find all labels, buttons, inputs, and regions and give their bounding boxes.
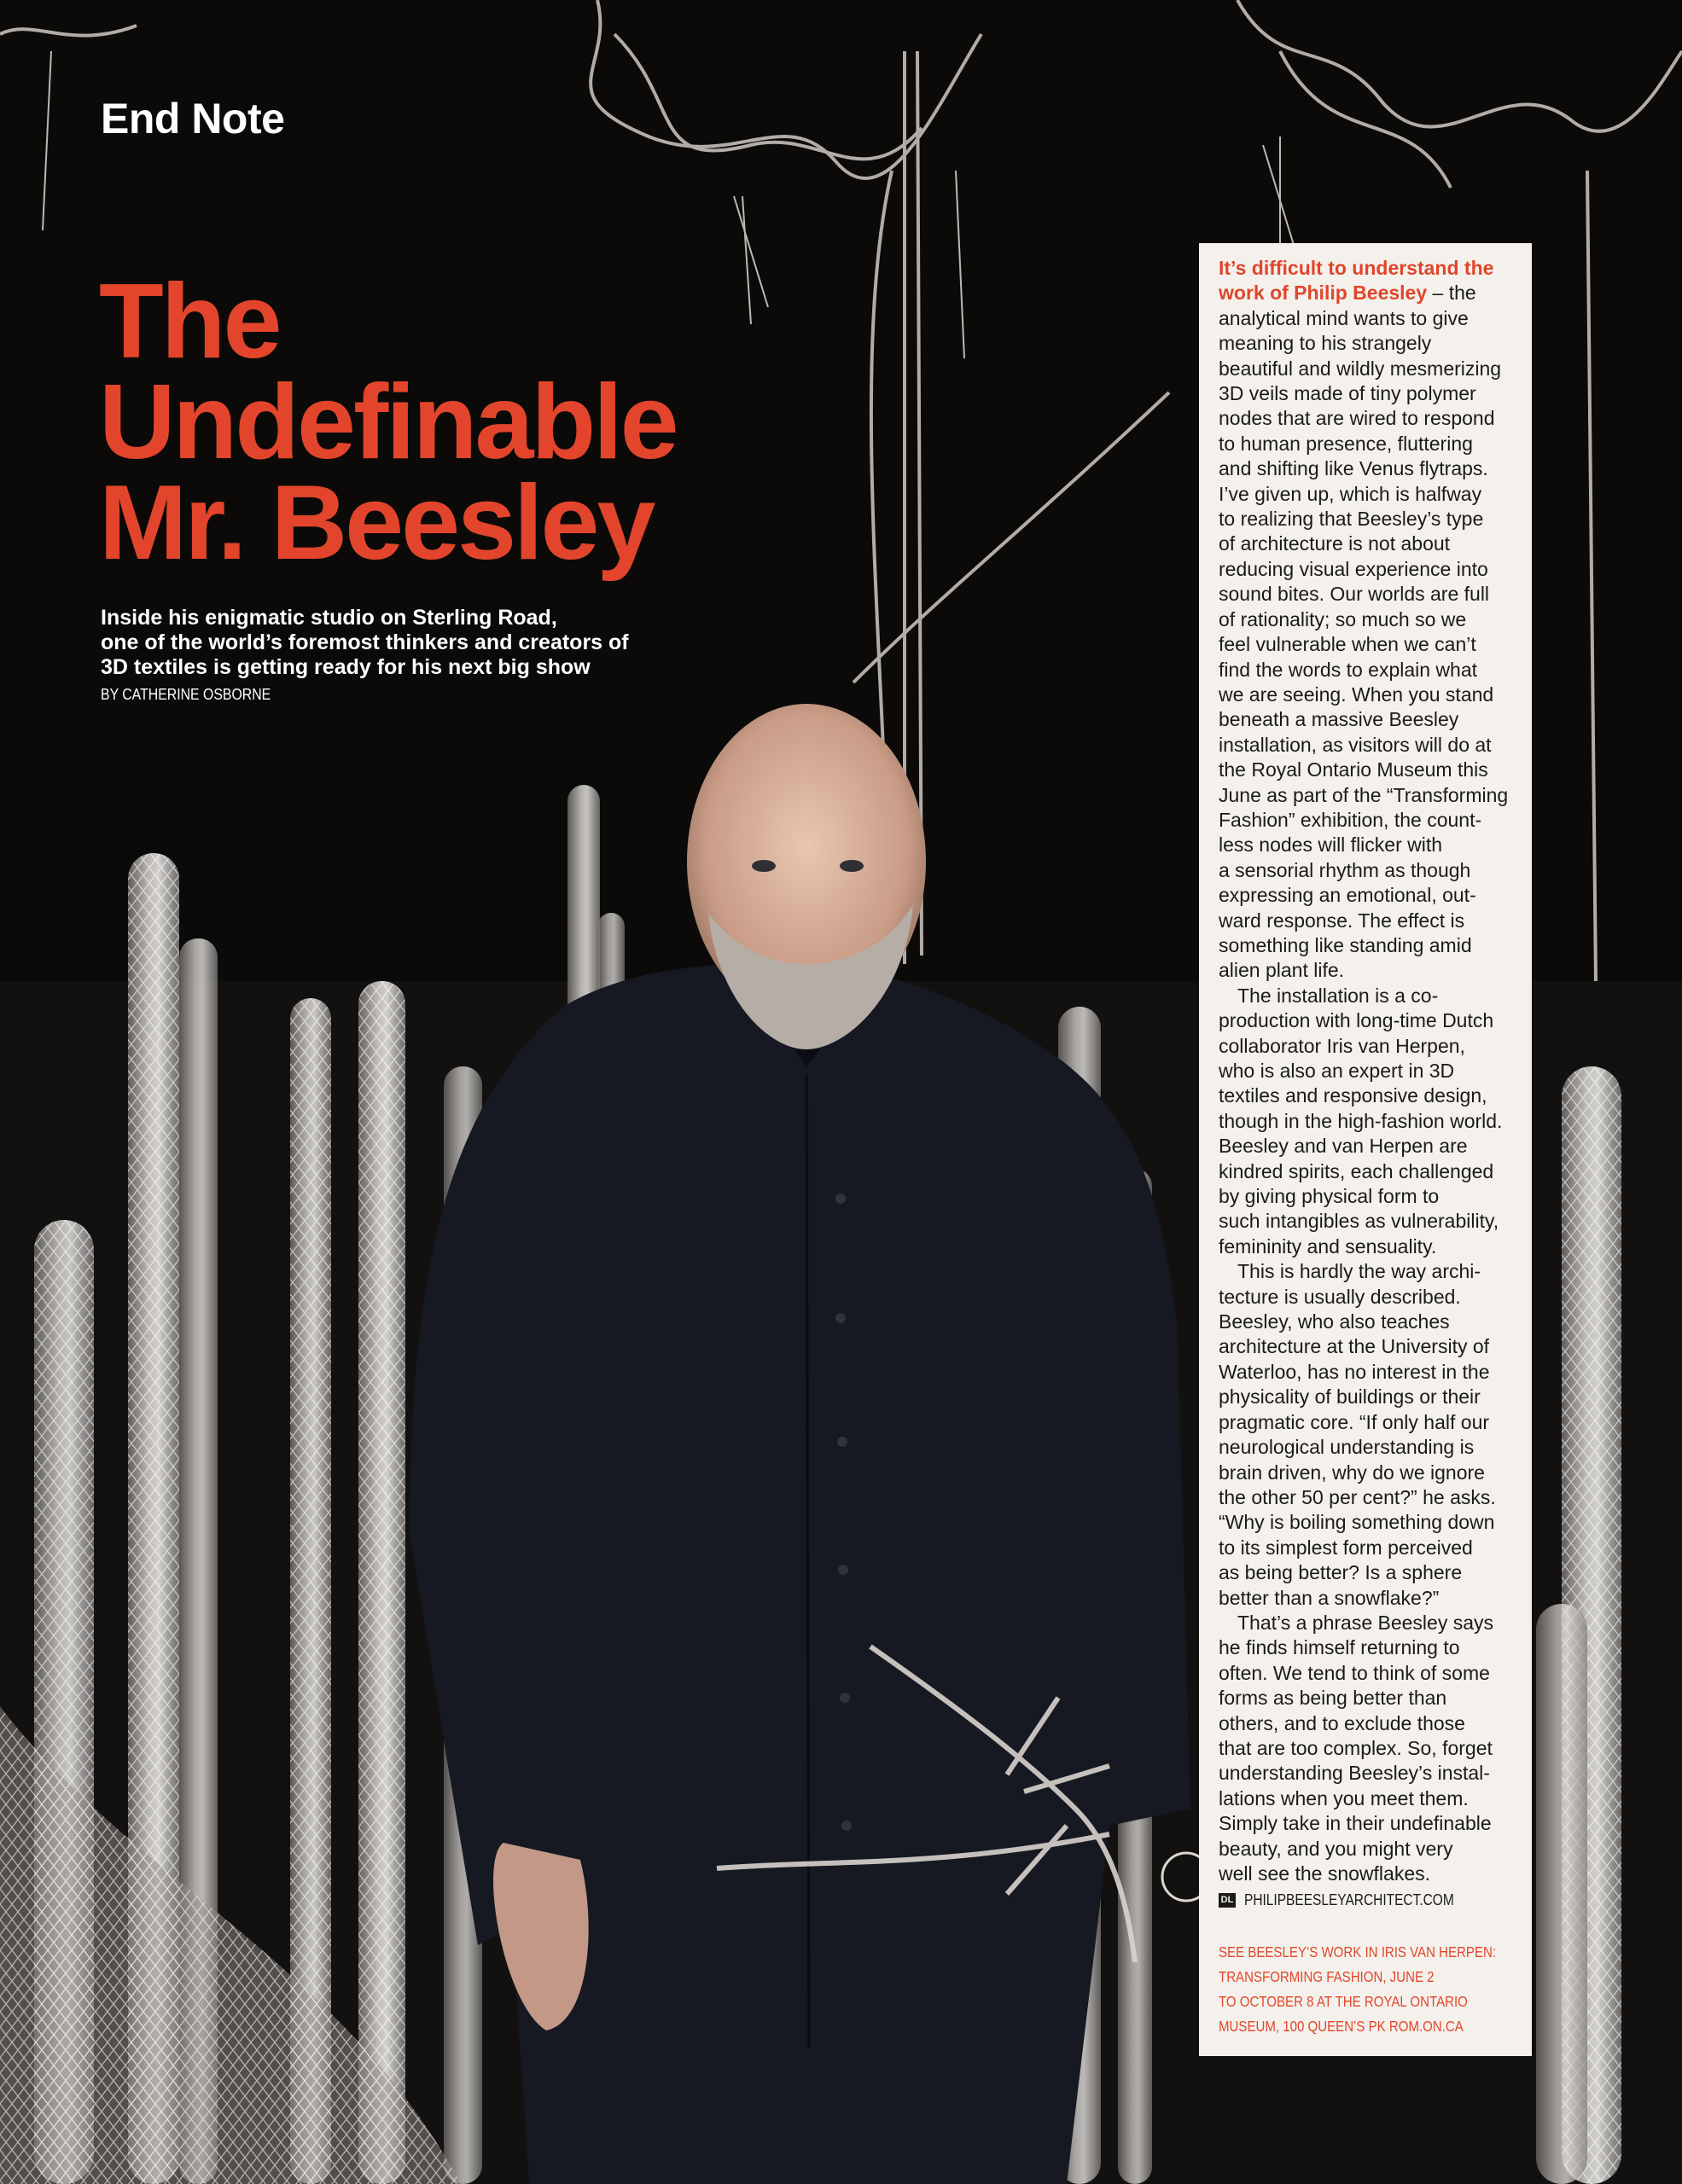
article-line: forms as being better than bbox=[1219, 1687, 1447, 1710]
article-line: That’s a phrase Beesley says bbox=[1237, 1611, 1494, 1634]
article-line: better than a snowflake?” bbox=[1219, 1586, 1440, 1609]
promo-line: SEE BEESLEY’S WORK IN IRIS VAN HERPEN: bbox=[1219, 1943, 1497, 1960]
article-line: textiles and responsive design, bbox=[1219, 1084, 1487, 1107]
article-line: understanding Beesley’s instal- bbox=[1219, 1762, 1490, 1785]
article-lines bbox=[1219, 306, 1526, 1887]
promo-line: TRANSFORMING FASHION, JUNE 2 bbox=[1219, 1968, 1435, 1985]
article-line: production with long-time Dutch bbox=[1219, 1009, 1494, 1032]
article-line: beautiful and wildly mesmerizing bbox=[1219, 357, 1502, 380]
dl-logo-icon: DL bbox=[1219, 1893, 1236, 1908]
article-line: The installation is a co- bbox=[1237, 984, 1439, 1007]
dek-line: Inside his enigmatic studio on Sterling Road, bbox=[101, 606, 557, 630]
dek-line: one of the world’s foremost thinkers and creators of bbox=[101, 630, 629, 654]
article-line: kindred spirits, each challenged bbox=[1219, 1159, 1494, 1182]
article-line: to human presence, fluttering bbox=[1219, 432, 1473, 455]
article-line: neurological understanding is bbox=[1219, 1436, 1475, 1459]
article-line: physicality of buildings or their bbox=[1219, 1385, 1481, 1409]
article-line: Simply take in their undefinable bbox=[1219, 1812, 1492, 1835]
article-line: such intangibles as vulnerability, bbox=[1219, 1210, 1499, 1233]
article-line: This is hardly the way archi- bbox=[1237, 1260, 1481, 1283]
article-line: less nodes will flicker with bbox=[1219, 834, 1443, 857]
article-lead-tail: – the bbox=[1427, 282, 1476, 305]
article-line: “Why is boiling something down bbox=[1219, 1511, 1495, 1534]
exhibition-promo bbox=[1219, 1940, 1526, 2039]
article-lead-line: It’s difficult to understand the bbox=[1219, 257, 1494, 279]
article-line: to its simplest form perceived bbox=[1219, 1536, 1473, 1559]
dek-line: 3D textiles is getting ready for his next big show bbox=[101, 655, 591, 679]
article-line: nodes that are wired to respond bbox=[1219, 407, 1495, 430]
article-lead-line bbox=[1219, 281, 1526, 305]
article-line: that are too complex. So, forget bbox=[1219, 1736, 1493, 1759]
article-line: Beesley and van Herpen are bbox=[1219, 1135, 1468, 1158]
article-line: a sensorial rhythm as though bbox=[1219, 858, 1471, 881]
article-line: installation, as visitors will do at bbox=[1219, 733, 1492, 756]
article-line: to realizing that Beesley’s type bbox=[1219, 508, 1484, 531]
article-line: and shifting like Venus flytraps. bbox=[1219, 457, 1488, 480]
byline: BY CATHERINE OSBORNE bbox=[101, 686, 271, 703]
article-line: Fashion” exhibition, the count- bbox=[1219, 808, 1482, 831]
article-line: as being better? Is a sphere bbox=[1219, 1561, 1463, 1584]
article-line: we are seeing. When you stand bbox=[1219, 682, 1494, 706]
article-line: brain driven, why do we ignore bbox=[1219, 1461, 1485, 1484]
article-line: find the words to explain what bbox=[1219, 658, 1478, 681]
article-line: others, and to exclude those bbox=[1219, 1711, 1465, 1734]
article-line: reducing visual experience into bbox=[1219, 557, 1488, 580]
article-line: of architecture is not about bbox=[1219, 532, 1451, 555]
headline bbox=[99, 263, 782, 582]
article-line: sound bites. Our worlds are full bbox=[1219, 583, 1490, 606]
headline-line: Mr. Beesley bbox=[99, 464, 654, 582]
article-line: lations when you meet them. bbox=[1219, 1786, 1469, 1809]
article-line: expressing an emotional, out- bbox=[1219, 884, 1476, 907]
article-line: June as part of the “Transforming bbox=[1219, 783, 1509, 806]
promo-line: MUSEUM, 100 QUEEN’S PK ROM.ON.CA bbox=[1219, 2018, 1464, 2035]
article-line: Beesley, who also teaches bbox=[1219, 1310, 1450, 1333]
article-line: beauty, and you might very bbox=[1219, 1837, 1453, 1860]
article-line: pragmatic core. “If only half our bbox=[1219, 1410, 1490, 1433]
article-line: often. We tend to think of some bbox=[1219, 1661, 1490, 1684]
article-line: by giving physical form to bbox=[1219, 1185, 1440, 1208]
dek bbox=[101, 606, 698, 680]
article-line: architecture at the University of bbox=[1219, 1335, 1490, 1358]
article-lead-name: work of Philip Beesley bbox=[1219, 282, 1428, 305]
article-line: something like standing amid bbox=[1219, 933, 1472, 956]
headline-line: Undefinable bbox=[99, 363, 677, 481]
article-line: the other 50 per cent?” he asks. bbox=[1219, 1485, 1496, 1508]
section-label: End Note bbox=[101, 95, 285, 142]
article-line: collaborator Iris van Herpen, bbox=[1219, 1034, 1465, 1057]
article-line: ward response. The effect is bbox=[1219, 909, 1465, 932]
article-line: analytical mind wants to give bbox=[1219, 306, 1469, 329]
article-line: of rationality; so much so we bbox=[1219, 607, 1467, 630]
headline-line: The bbox=[99, 263, 280, 380]
article-line: the Royal Ontario Museum this bbox=[1219, 758, 1488, 781]
article-line: who is also an expert in 3D bbox=[1219, 1060, 1455, 1082]
article-line: beneath a massive Beesley bbox=[1219, 708, 1459, 731]
website-credit[interactable] bbox=[1219, 1891, 1526, 1909]
article-line: Waterloo, has no interest in the bbox=[1219, 1360, 1490, 1383]
article-line: he finds himself returning to bbox=[1219, 1636, 1460, 1659]
article-line: feel vulnerable when we can’t bbox=[1219, 633, 1476, 656]
article-line: though in the high-fashion world. bbox=[1219, 1109, 1503, 1132]
article-line: femininity and sensuality. bbox=[1219, 1234, 1437, 1258]
article-line: tecture is usually described. bbox=[1219, 1285, 1461, 1308]
website-link[interactable]: PHILIPBEESLEYARCHITECT.COM bbox=[1244, 1891, 1454, 1908]
article-line: meaning to his strangely bbox=[1219, 332, 1432, 355]
promo-line: TO OCTOBER 8 AT THE ROYAL ONTARIO bbox=[1219, 1993, 1468, 2010]
article-line: I’ve given up, which is halfway bbox=[1219, 482, 1482, 505]
article-body bbox=[1219, 256, 1526, 1886]
article-line: alien plant life. bbox=[1219, 959, 1345, 982]
article-line: well see the snowflakes. bbox=[1219, 1862, 1431, 1885]
article-line: 3D veils made of tiny polymer bbox=[1219, 382, 1476, 405]
